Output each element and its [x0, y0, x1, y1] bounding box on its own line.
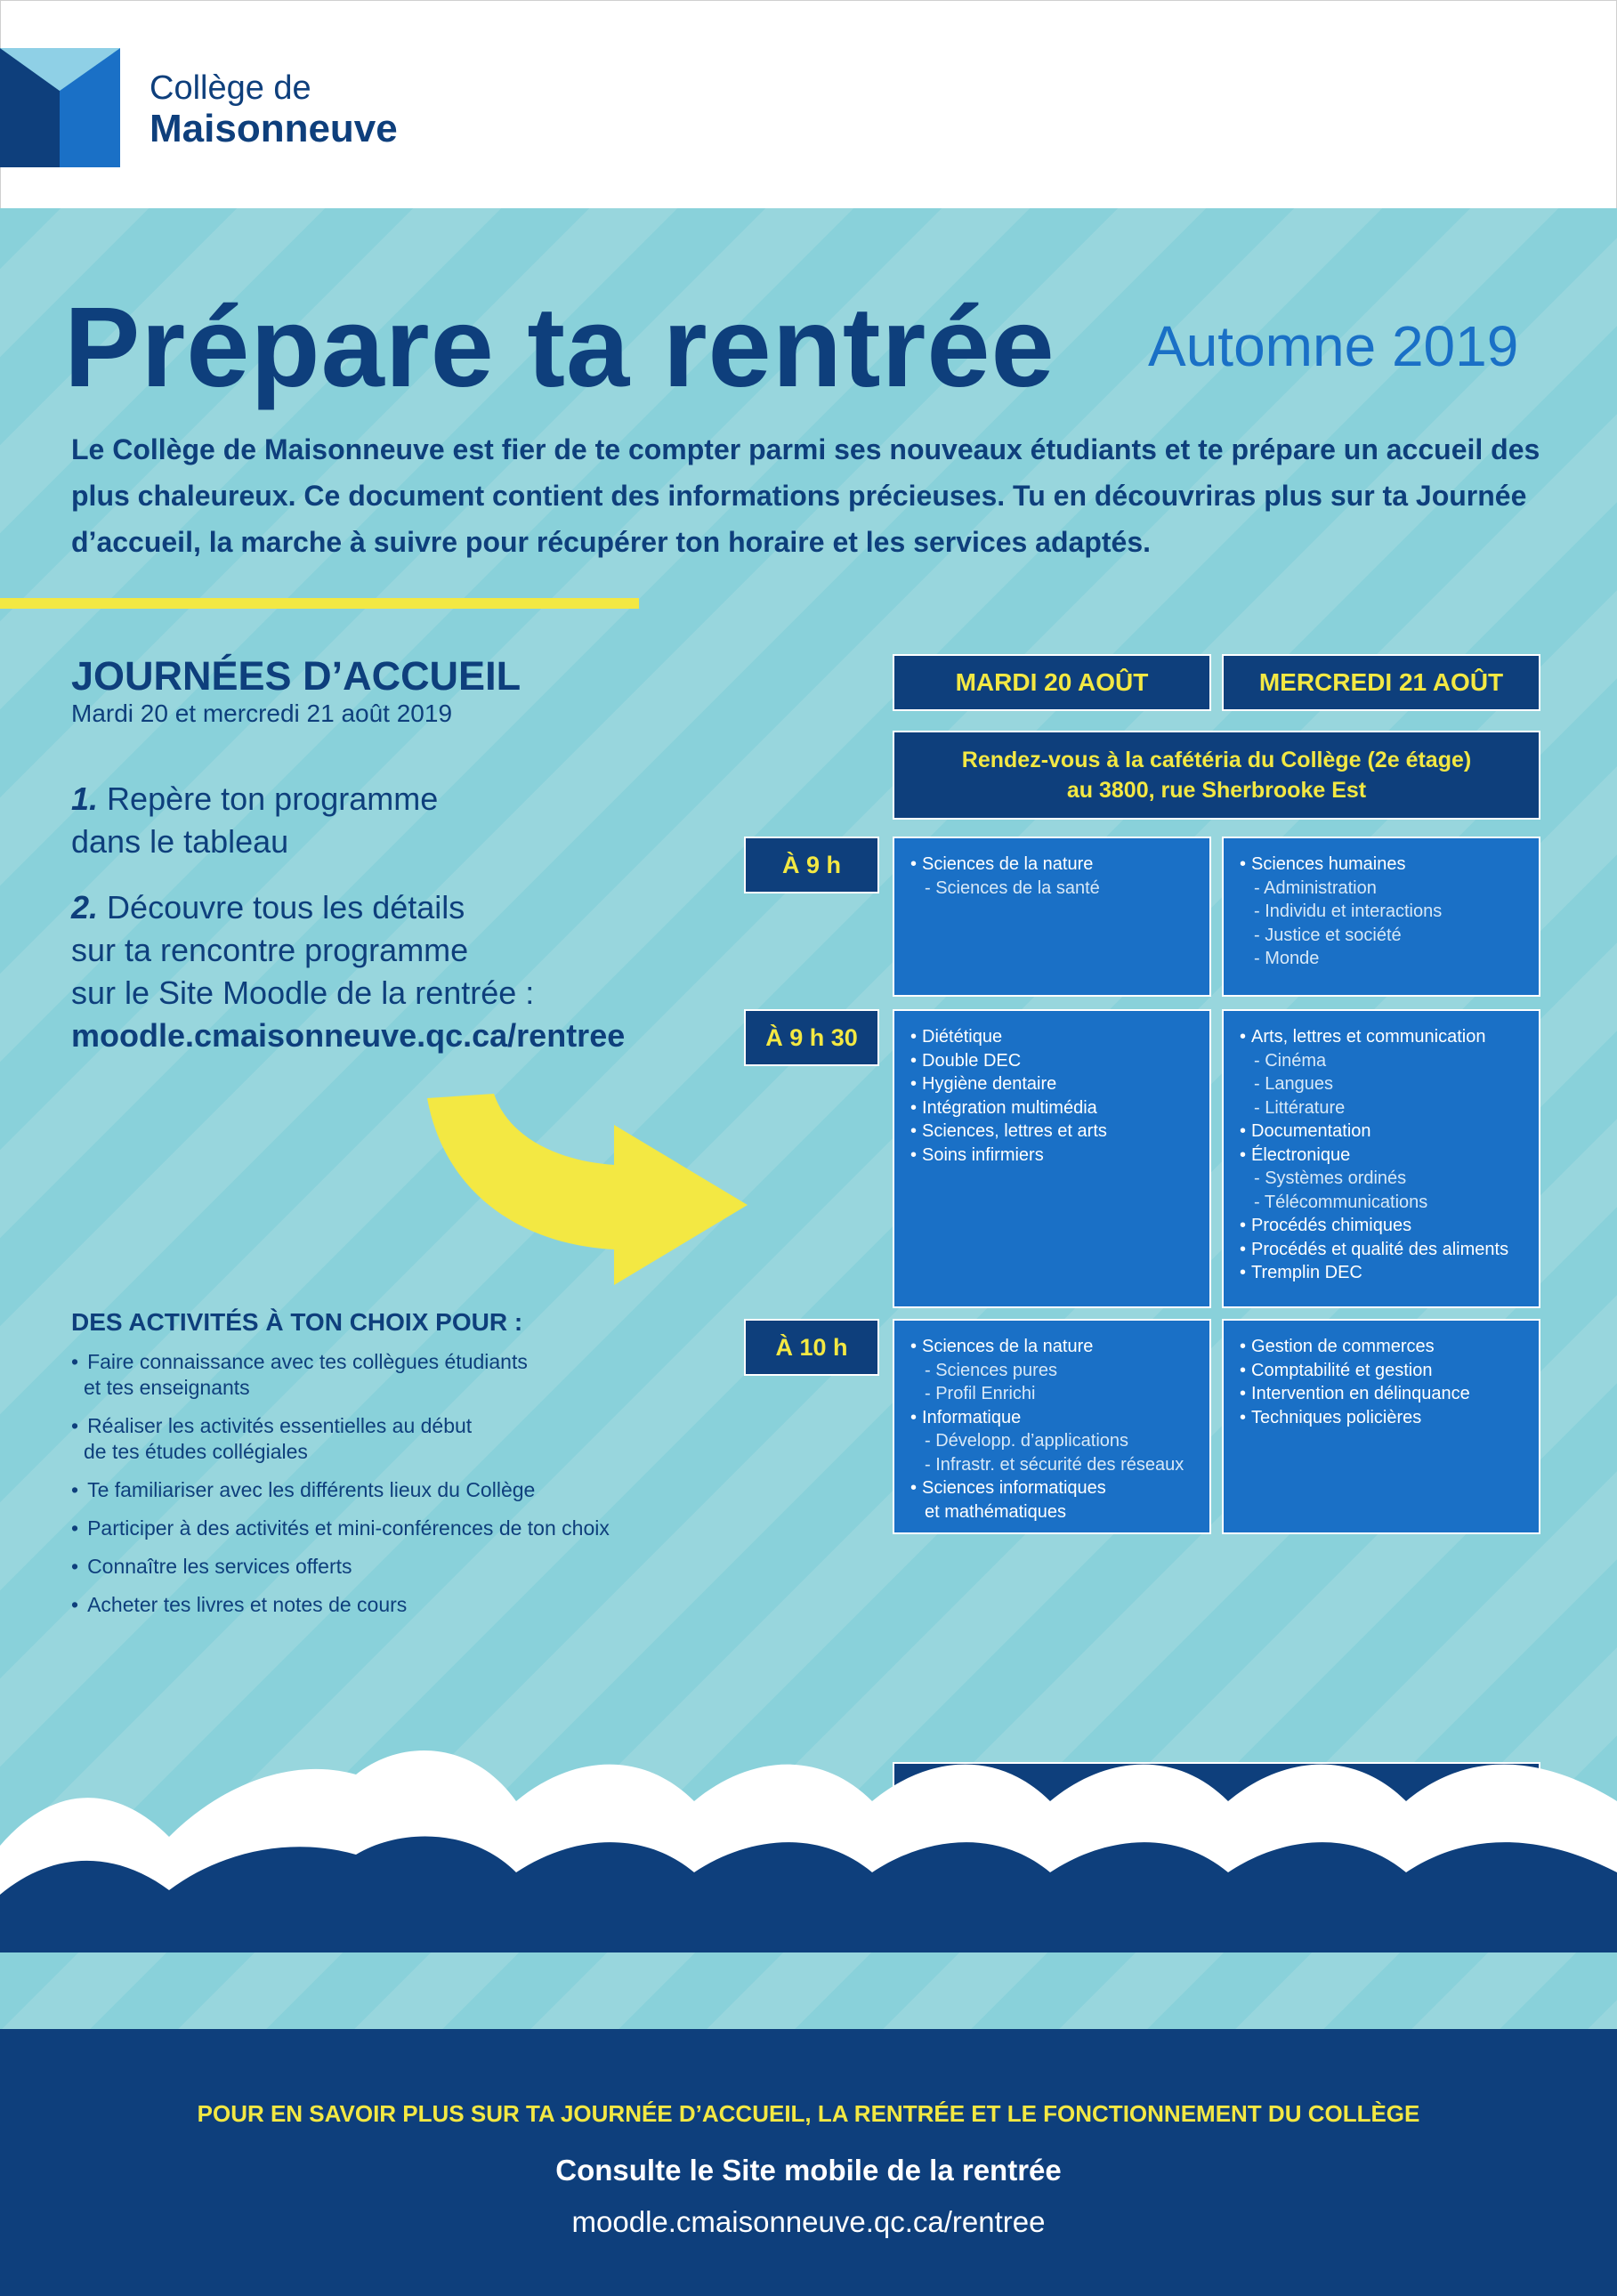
program-item: • Gestion de commerces — [1240, 1335, 1539, 1359]
program-item: • Comptabilité et gestion — [1240, 1359, 1539, 1383]
activity-item: • Te familiariser avec les différents lieux du Collège — [71, 1477, 610, 1503]
program-subitem: - Sciences de la santé — [910, 877, 1209, 901]
program-subitem: - Sciences pures — [910, 1359, 1209, 1383]
cell-9h30-tuesday — [893, 1009, 1211, 1308]
time-slot-10h: À 10 h — [744, 1319, 879, 1376]
time-slot-9h: À 9 h — [744, 837, 879, 893]
program-subitem: - Justice et société — [1240, 924, 1539, 948]
program-item: • Double DEC — [910, 1049, 1209, 1073]
cell-9h-tuesday — [893, 837, 1211, 997]
program-item: • Sciences humaines — [1240, 853, 1539, 877]
program-subitem: - Langues — [1240, 1072, 1539, 1096]
season-label: Automne 2019 — [1148, 314, 1519, 378]
program-subitem: - Cinéma — [1240, 1049, 1539, 1073]
meeting-line2: au 3800, rue Sherbrooke Est — [1066, 778, 1367, 803]
footer-cta: Consulte le Site mobile de la rentrée — [555, 2154, 1062, 2187]
program-subitem: et mathématiques — [925, 1501, 1066, 1522]
cell-9h30-wednesday — [1222, 1009, 1540, 1308]
step-2-line1: Découvre tous les détails — [107, 889, 465, 926]
program-subitem: - Infrastr. et sécurité des réseaux — [910, 1453, 1209, 1477]
program-subitem: - Administration — [1240, 877, 1539, 901]
program-item: • Intégration multimédia — [910, 1096, 1209, 1120]
cell-10h-tuesday — [893, 1319, 1211, 1534]
activities-title: DES ACTIVITÉS À TON CHOIX POUR : — [71, 1308, 523, 1336]
step-2-line3: sur le Site Moodle de la rentrée : — [71, 974, 535, 1011]
intro-paragraph: Le Collège de Maisonneuve est fier de te compter parmi ses nouveaux étudiants et te prépare un accueil des plus chaleureux. Ce document contient des informations précieuses. Tu en découvriras plus sur ta Journée d’accueil, la marche à suivre pour récupérer ton horaire et les services adaptés. — [71, 433, 1540, 558]
step-2 — [71, 886, 625, 1057]
program-item: • Procédés et qualité des aliments — [1240, 1238, 1539, 1262]
program-subitem: - Systèmes ordinés — [1240, 1167, 1539, 1191]
page-title: Prépare ta rentrée — [64, 284, 1055, 411]
footer-heading: POUR EN SAVOIR PLUS SUR TA JOURNÉE D’ACCUEIL, LA RENTRÉE ET LE FONCTIONNEMENT DU COLLÈGE — [197, 2100, 1420, 2127]
cell-10h-wednesday — [1222, 1319, 1540, 1534]
activity-item: • Réaliser les activités essentielles au début de tes études collégiales — [71, 1413, 610, 1465]
program-item: • Intervention en délinquance — [1240, 1382, 1539, 1406]
day-header-tuesday: MARDI 20 AOÛT — [893, 654, 1211, 711]
meeting-point — [893, 731, 1540, 820]
step-2-line2: sur ta rencontre programme — [71, 932, 469, 968]
cell-9h-wednesday — [1222, 837, 1540, 997]
program-subitem: - Individu et interactions — [1240, 900, 1539, 924]
program-item: • Sciences informatiques — [910, 1476, 1209, 1500]
step-1-line2: dans le tableau — [71, 823, 289, 860]
step-1 — [71, 778, 438, 863]
step-2-number: 2. — [71, 889, 99, 926]
program-subitem: - Littérature — [1240, 1096, 1539, 1120]
footer-link[interactable]: moodle.cmaisonneuve.qc.ca/rentree — [571, 2205, 1046, 2238]
activity-item: • Faire connaissance avec tes collègues étudiants et tes enseignants — [71, 1349, 610, 1401]
program-item: • Tremplin DEC — [1240, 1261, 1539, 1285]
program-subitem: - Monde — [1240, 947, 1539, 971]
poster — [0, 208, 1617, 2238]
day-header-wednesday: MERCREDI 21 AOÛT — [1222, 654, 1540, 711]
program-subitem: - Profil Enrichi — [910, 1382, 1209, 1406]
program-item: • Sciences de la nature — [910, 853, 1209, 877]
accueil-title: JOURNÉES D’ACCUEIL — [71, 653, 521, 699]
program-item: • Sciences de la nature — [910, 1335, 1209, 1359]
step-1-number: 1. — [71, 780, 99, 817]
activity-item: • Acheter tes livres et notes de cours — [71, 1592, 610, 1618]
program-item: • Hygiène dentaire — [910, 1072, 1209, 1096]
activity-item: • Participer à des activités et mini-conférences de ton choix — [71, 1516, 610, 1541]
program-item: • Électronique — [1240, 1144, 1539, 1168]
accueil-dates: Mardi 20 et mercredi 21 août 2019 — [71, 699, 453, 727]
moodle-link[interactable]: moodle.cmaisonneuve.qc.ca/rentree — [71, 1017, 626, 1054]
time-slot-9h30: À 9 h 30 — [744, 1009, 879, 1066]
waves-decoration — [0, 1703, 1617, 1952]
step-1-line1: Repère ton programme — [107, 780, 439, 817]
arrow-right-icon — [418, 1080, 756, 1312]
activity-item: • Connaître les services offerts — [71, 1554, 610, 1580]
yellow-divider — [0, 598, 639, 609]
college-name-line2: Maisonneuve — [150, 107, 398, 150]
program-subitem: - Télécommunications — [1240, 1191, 1539, 1215]
program-item: • Documentation — [1240, 1120, 1539, 1144]
program-item: • Diététique — [910, 1025, 1209, 1049]
activities-list — [71, 1349, 610, 1630]
program-item: • Sciences, lettres et arts — [910, 1120, 1209, 1144]
program-item: • Informatique — [910, 1406, 1209, 1430]
program-subitem: - Développ. d’applications — [910, 1429, 1209, 1453]
college-name-line1: Collège de — [150, 69, 311, 107]
program-item: • Soins infirmiers — [910, 1144, 1209, 1168]
footer — [0, 2029, 1617, 2296]
college-name — [150, 69, 398, 151]
program-item: • Techniques policières — [1240, 1406, 1539, 1430]
meeting-line1: Rendez-vous à la cafétéria du Collège (2e étage) — [961, 748, 1472, 772]
program-item: • Arts, lettres et communication — [1240, 1025, 1539, 1049]
program-item: • Procédés chimiques — [1240, 1214, 1539, 1238]
college-logo-icon — [0, 48, 120, 167]
